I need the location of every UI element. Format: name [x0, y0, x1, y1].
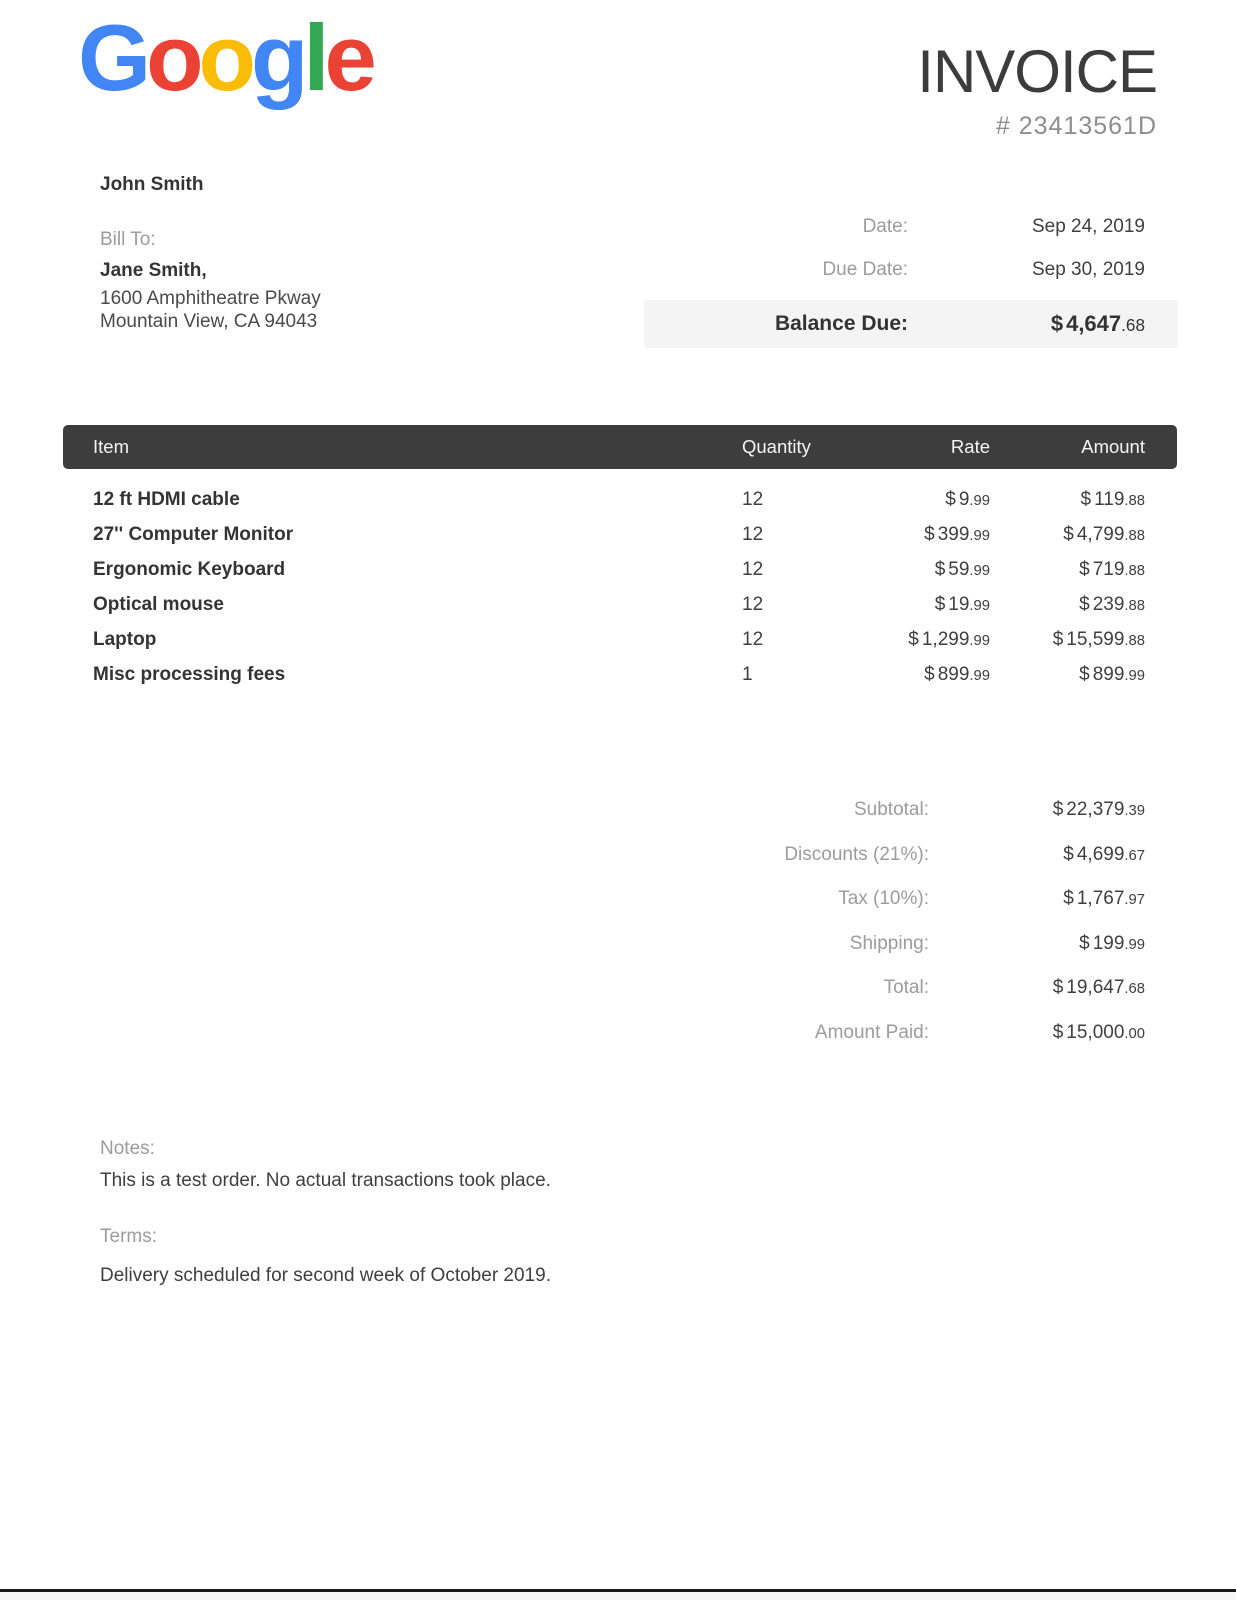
currency-symbol: $ [945, 488, 956, 510]
notes-label: Notes: [100, 1138, 155, 1159]
currency-symbol: $ [924, 663, 935, 685]
summary-value: $ 22,379.39 [1052, 799, 1145, 821]
currency-symbol: $ [1050, 311, 1064, 336]
balance-due-label: Balance Due: [774, 312, 908, 335]
summary-label: Discounts (21%): [784, 843, 929, 865]
column-header-item: Item [93, 436, 129, 457]
cents: .88 [1124, 632, 1145, 649]
currency-symbol: $ [1063, 888, 1074, 910]
currency-symbol: $ [1052, 977, 1064, 999]
bill-to-address-line: 1600 Amphitheatre Pkway [100, 288, 321, 309]
invoice-meta [644, 205, 1178, 348]
item-name: 27'' Computer Monitor [93, 523, 294, 545]
due-date-label: Due Date: [822, 258, 908, 280]
item-quantity: 12 [742, 523, 764, 545]
item-rate: $ 899.99 [924, 663, 990, 685]
item-name: Misc processing fees [93, 663, 286, 685]
bill-to-name: Jane Smith, [100, 260, 207, 281]
bill-to-block [100, 229, 321, 333]
google-logo [78, 5, 372, 110]
date-value: Sep 24, 2019 [1031, 215, 1145, 237]
summary-row [644, 788, 1178, 833]
cents: .88 [1124, 562, 1145, 579]
item-rate: $ 399.99 [924, 523, 990, 545]
item-name: 12 ft HDMI cable [93, 488, 240, 510]
currency-symbol: $ [1063, 523, 1074, 545]
invoice-title: INVOICE [917, 38, 1157, 105]
due-date-value: Sep 30, 2019 [1031, 258, 1145, 280]
meta-row-date [644, 205, 1178, 248]
cents: .99 [1124, 667, 1145, 684]
cents: .88 [1124, 492, 1145, 509]
item-quantity: 12 [742, 593, 764, 615]
meta-row-due-date [644, 248, 1178, 291]
item-row [63, 657, 1177, 692]
item-row [63, 482, 1177, 517]
item-quantity: 1 [742, 663, 753, 685]
column-header-amount: Amount [1081, 436, 1145, 457]
currency-symbol: $ [924, 523, 935, 545]
logo-letter: G [78, 5, 147, 110]
item-amount: $ 719.88 [1079, 558, 1145, 580]
currency-symbol: $ [1079, 932, 1090, 954]
terms-text: Delivery scheduled for second week of October 2019. [100, 1265, 551, 1286]
balance-due-value: $ 4,647.68 [1050, 311, 1145, 336]
invoice-number: # 23413561D [995, 112, 1157, 140]
item-quantity: 12 [742, 488, 764, 510]
item-name: Laptop [93, 628, 157, 650]
summary-value: $ 199.99 [1079, 932, 1145, 954]
item-amount: $ 119.88 [1080, 488, 1145, 510]
cents: .99 [969, 562, 990, 579]
notes-terms-block [100, 1137, 551, 1288]
item-row [63, 552, 1177, 587]
bill-to-label: Bill To: [100, 229, 156, 250]
summary-value: $ 1,767.97 [1063, 888, 1145, 910]
currency-symbol: $ [1052, 628, 1064, 650]
item-name: Optical mouse [93, 593, 224, 615]
cents: .99 [1124, 936, 1145, 953]
summary-row [644, 922, 1178, 967]
currency-symbol: $ [1052, 1021, 1064, 1043]
item-rate: $ 9.99 [945, 488, 990, 510]
summary-row [644, 1011, 1178, 1056]
summary-label: Total: [883, 977, 929, 999]
summary-label: Subtotal: [854, 799, 929, 821]
cents: .99 [969, 492, 990, 509]
currency-symbol: $ [934, 558, 946, 580]
cents: .97 [1124, 892, 1145, 909]
currency-symbol: $ [1079, 593, 1090, 615]
balance-row [644, 300, 1178, 348]
page-bottom-strip [0, 1592, 1236, 1600]
item-row [63, 587, 1177, 622]
items-table [63, 425, 1177, 692]
cents: .99 [969, 527, 990, 544]
notes-text: This is a test order. No actual transactions took place. [100, 1170, 551, 1191]
currency-symbol: $ [1079, 663, 1090, 685]
item-rate: $ 1,299.99 [908, 628, 990, 650]
summary-row [644, 833, 1178, 878]
logo-letter: o [198, 5, 251, 110]
summary-value: $ 4,699.67 [1063, 843, 1145, 865]
cents: .68 [1124, 981, 1145, 998]
items-header [63, 425, 1177, 469]
column-header-rate: Rate [950, 436, 990, 457]
item-name: Ergonomic Keyboard [93, 558, 286, 580]
item-rate: $ 59.99 [934, 558, 990, 580]
cents: .00 [1124, 1025, 1145, 1042]
currency-symbol: $ [908, 628, 919, 650]
terms-label: Terms: [100, 1226, 157, 1247]
cents: .67 [1124, 847, 1145, 864]
summary-label: Tax (10%): [838, 888, 929, 910]
summary-body [644, 788, 1178, 1055]
sender-name: John Smith [100, 174, 204, 195]
cents: .68 [1121, 315, 1145, 335]
item-rate: $ 19.99 [934, 593, 990, 615]
currency-symbol: $ [1063, 843, 1074, 865]
currency-symbol: $ [1079, 558, 1090, 580]
column-header-quantity: Quantity [742, 436, 811, 457]
item-amount: $ 899.99 [1079, 663, 1145, 685]
summary-label: Shipping: [849, 932, 929, 954]
summary-label: Amount Paid: [814, 1021, 929, 1043]
items-body [63, 482, 1177, 692]
item-amount: $ 239.88 [1079, 593, 1145, 615]
logo-letter: e [324, 5, 372, 110]
summary-block [644, 788, 1178, 1055]
item-row [63, 622, 1177, 657]
summary-row [644, 966, 1178, 1011]
cents: .88 [1124, 597, 1145, 614]
item-quantity: 12 [742, 628, 764, 650]
summary-row [644, 877, 1178, 922]
item-amount: $ 4,799.88 [1063, 523, 1145, 545]
currency-symbol: $ [1052, 799, 1064, 821]
logo-letter: l [303, 5, 325, 110]
logo-letter: o [146, 5, 199, 110]
currency-symbol: $ [1080, 488, 1092, 510]
logo-letter: g [250, 5, 304, 110]
bill-to-address-line: Mountain View, CA 94043 [100, 311, 318, 332]
invoice-header [917, 38, 1157, 141]
cents: .99 [969, 667, 990, 684]
cents: .99 [969, 632, 990, 649]
cents: .88 [1124, 527, 1145, 544]
cents: .99 [969, 597, 990, 614]
item-quantity: 12 [742, 558, 764, 580]
currency-symbol: $ [934, 593, 946, 615]
date-label: Date: [862, 215, 908, 237]
summary-value: $ 19,647.68 [1052, 977, 1145, 999]
item-amount: $ 15,599.88 [1052, 628, 1145, 650]
item-row [63, 517, 1177, 552]
cents: .39 [1124, 803, 1145, 820]
summary-value: $ 15,000.00 [1052, 1021, 1145, 1043]
